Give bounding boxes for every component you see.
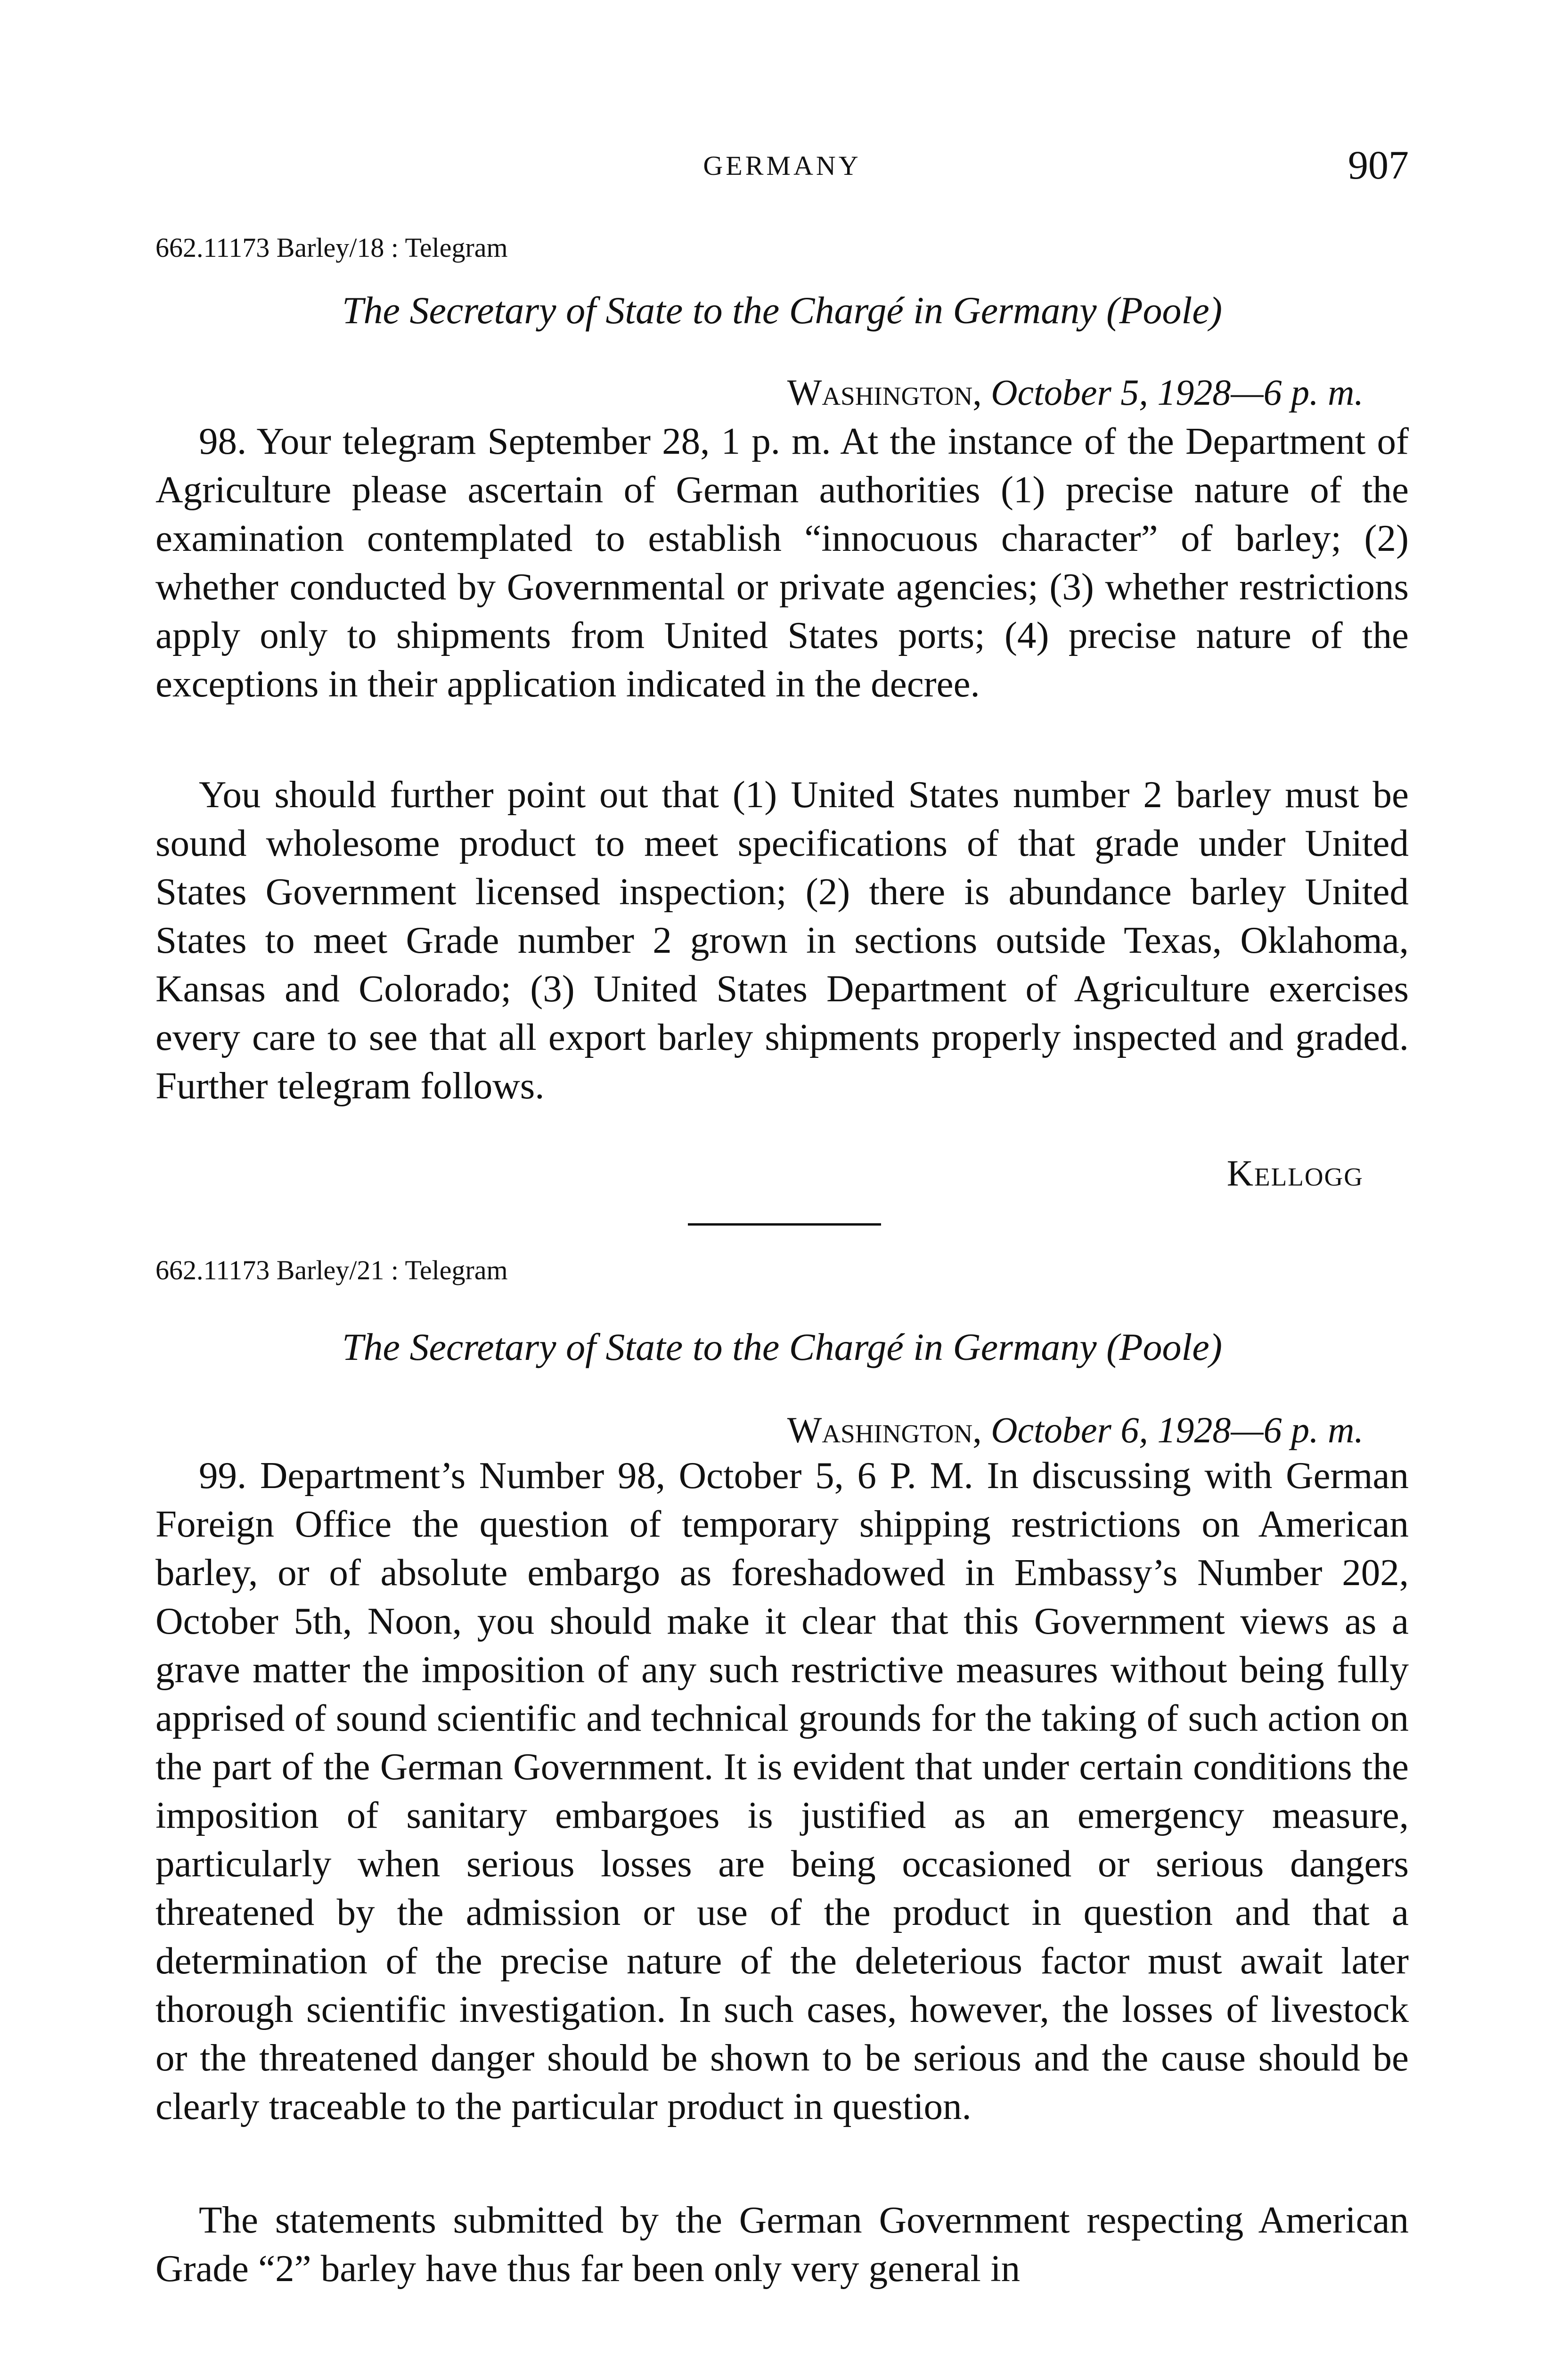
dateline: [787, 1409, 1364, 1451]
telegram-paragraph: 98. Your telegram September 28, 1 p. m. At the instance of the Department of Agriculture please ascertain of German authorities (1) precise nature of the examination contemplated to establish “innocuous character” of barley; (2) whether conducted by Governmental or private agencies; (3) whether restrictions apply only to shipments from United States ports; (4) precise nature of the exceptions in their application indicated in the decree.: [155, 420, 1409, 705]
dateline: [787, 371, 1364, 414]
file-reference: 662.11173 Barley/21 : Telegram: [155, 1255, 508, 1285]
telegram-paragraph: 99. Department’s Number 98, October 5, 6 P. M. In discussing with German Foreign Office the question of temporary shipping restrictions on American barley, or of absolute embargo as foreshadowed in Embassy’s Number 202, October 5th, Noon, you should make it clear that this Government views as a grave matter the imposition of any such restrictive measures without being fully apprised of sound scientific and technical grounds for the taking of such action on the part of the German Government. It is evident that under certain conditions the imposition of sanitary embargoes is justified as an emergency measure, particularly when serious losses are being occasioned or serious dangers threatened by the admission or use of the product in question and that a determination of the precise nature of the deleterious factor must await later thorough scientific investigation. In such cases, however, the losses of livestock or the threatened danger should be shown to be serious and the cause should be clearly traceable to the particular product in question.: [155, 1454, 1409, 2127]
dateline-date: October 5, 1928—6 p. m.: [991, 372, 1364, 413]
document-title: The Secretary of State to the Chargé in Germany (Poole): [342, 1325, 1223, 1368]
page-number: 907: [1348, 142, 1409, 188]
document-title: The Secretary of State to the Chargé in Germany (Poole): [342, 289, 1223, 332]
signature: Kellogg: [1226, 1153, 1364, 1194]
running-title: GERMANY: [703, 150, 861, 181]
telegram-paragraph: The statements submitted by the German Government respecting American Grade “2” barley have thus far been only very general in: [155, 2199, 1409, 2290]
document-page: [155, 0, 1409, 2356]
dateline-place: Washington,: [787, 372, 982, 413]
telegram-paragraph: You should further point out that (1) United States number 2 barley must be sound wholesome product to meet specifications of that grade under United States Government licensed inspection; (2) there is abundance barley United States to meet Grade number 2 grown in sections outside Texas, Oklahoma, Kansas and Colorado; (3) United States Department of Agriculture exercises every care to see that all export barley shipments properly inspected and graded. Further telegram follows.: [155, 773, 1409, 1107]
dateline-date: October 6, 1928—6 p. m.: [991, 1409, 1364, 1450]
running-head: [155, 141, 1409, 198]
file-reference: 662.11173 Barley/18 : Telegram: [155, 232, 508, 263]
section-separator: [688, 1223, 881, 1226]
dateline-place: Washington,: [787, 1409, 982, 1450]
